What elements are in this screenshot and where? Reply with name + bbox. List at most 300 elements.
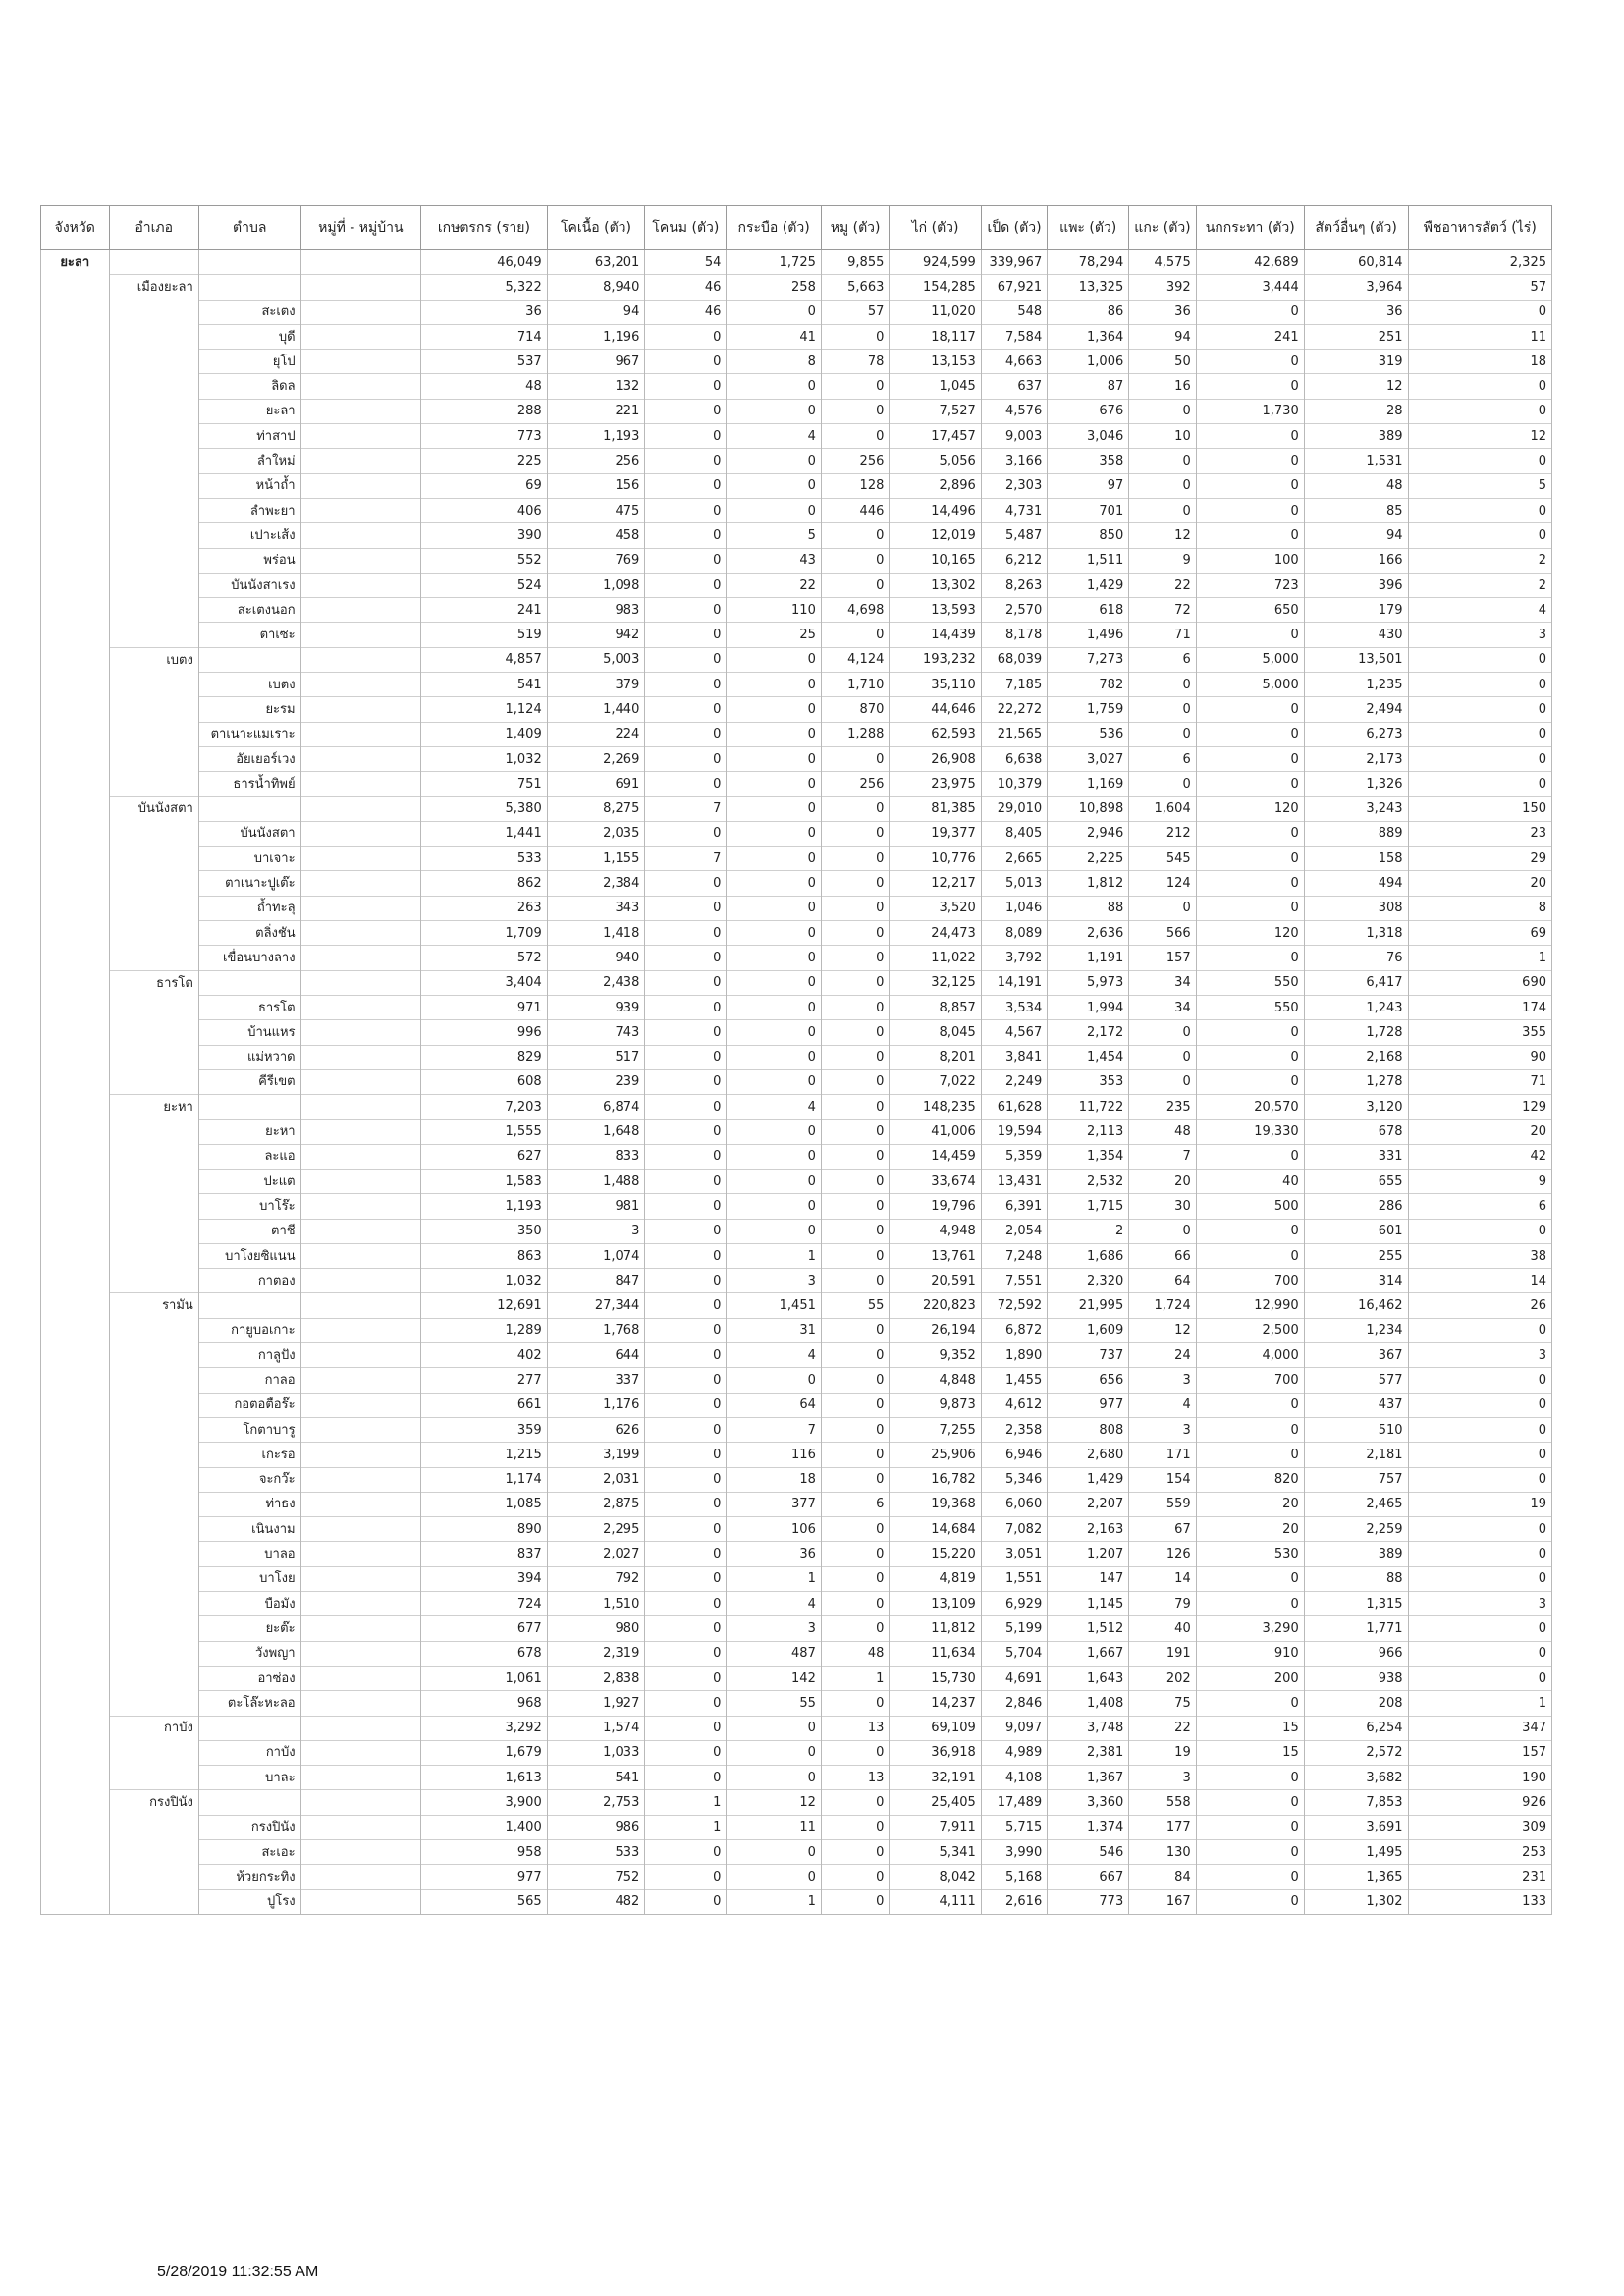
village-cell [300, 399, 420, 423]
value-cell: 6,638 [981, 746, 1047, 771]
subdistrict-cell: กอตอตือร๊ะ [198, 1393, 300, 1417]
value-cell: 3,243 [1304, 796, 1408, 821]
village-cell [300, 821, 420, 846]
value-cell: 3,166 [981, 449, 1047, 473]
value-cell: 0 [727, 300, 822, 324]
value-cell: 5,973 [1048, 970, 1129, 995]
value-cell: 1,006 [1048, 350, 1129, 374]
value-cell: 277 [421, 1368, 548, 1393]
value-cell: 157 [1129, 946, 1196, 970]
district-cell [109, 1641, 198, 1666]
value-cell: 1,074 [547, 1243, 645, 1268]
value-cell: 128 [821, 473, 890, 498]
value-cell: 0 [727, 871, 822, 896]
subdistrict-row [41, 1641, 1552, 1666]
value-cell: 482 [547, 1889, 645, 1914]
value-cell: 6,946 [981, 1443, 1047, 1467]
province-cell [41, 1318, 110, 1342]
subdistrict-row [41, 896, 1552, 920]
value-cell: 2,181 [1304, 1443, 1408, 1467]
subdistrict-row [41, 1417, 1552, 1442]
province-cell [41, 647, 110, 672]
value-cell: 971 [421, 995, 548, 1019]
value-cell: 0 [821, 1740, 890, 1765]
subdistrict-row [41, 673, 1552, 697]
value-cell: 0 [727, 970, 822, 995]
district-cell [109, 498, 198, 522]
value-cell: 1,302 [1304, 1889, 1408, 1914]
value-cell: 17,489 [981, 1790, 1047, 1815]
value-cell: 0 [1196, 1417, 1304, 1442]
value-cell: 29 [1408, 847, 1551, 871]
district-cell [109, 1120, 198, 1144]
district-cell [109, 1443, 198, 1467]
district-cell [109, 374, 198, 399]
value-cell: 46,049 [421, 250, 548, 275]
value-cell: 25,906 [890, 1443, 981, 1467]
district-cell [109, 1169, 198, 1193]
value-cell: 0 [821, 1343, 890, 1368]
district-cell [109, 1766, 198, 1790]
value-cell: 19,330 [1196, 1120, 1304, 1144]
value-cell: 48 [1304, 473, 1408, 498]
value-cell: 12,019 [890, 523, 981, 548]
value-cell: 1,278 [1304, 1069, 1408, 1094]
value-cell: 2,358 [981, 1417, 1047, 1442]
value-cell: 0 [727, 796, 822, 821]
value-cell: 0 [727, 1219, 822, 1243]
value-cell: 5,704 [981, 1641, 1047, 1666]
value-cell: 4 [727, 424, 822, 449]
value-cell: 5,380 [421, 796, 548, 821]
value-cell: 253 [1408, 1840, 1551, 1865]
value-cell: 6,417 [1304, 970, 1408, 995]
value-cell: 256 [547, 449, 645, 473]
value-cell: 2,896 [890, 473, 981, 498]
value-cell: 0 [645, 1069, 727, 1094]
value-cell: 517 [547, 1045, 645, 1069]
subdistrict-row [41, 1666, 1552, 1690]
value-cell: 7,911 [890, 1815, 981, 1839]
value-cell: 0 [1129, 473, 1196, 498]
value-cell: 148,235 [890, 1095, 981, 1120]
village-cell [300, 1194, 420, 1219]
value-cell: 430 [1304, 623, 1408, 647]
value-cell: 12,217 [890, 871, 981, 896]
value-cell: 0 [645, 1889, 727, 1914]
subdistrict-cell [198, 647, 300, 672]
value-cell: 773 [421, 424, 548, 449]
value-cell: 13,109 [890, 1592, 981, 1616]
value-cell: 2,207 [1048, 1492, 1129, 1516]
district-cell [109, 995, 198, 1019]
value-cell: 0 [821, 1368, 890, 1393]
value-cell: 968 [421, 1691, 548, 1716]
value-cell: 6,391 [981, 1194, 1047, 1219]
value-cell: 29,010 [981, 796, 1047, 821]
value-cell: 2,616 [981, 1889, 1047, 1914]
province-cell [41, 1417, 110, 1442]
value-cell: 0 [645, 1542, 727, 1566]
value-cell: 751 [421, 772, 548, 796]
subdistrict-row [41, 1045, 1552, 1069]
value-cell: 6,254 [1304, 1716, 1408, 1740]
value-cell: 0 [1196, 1443, 1304, 1467]
value-cell: 1,574 [547, 1716, 645, 1740]
district-cell: เมืองยะลา [109, 275, 198, 300]
value-cell: 0 [821, 1417, 890, 1442]
value-cell: 1,510 [547, 1592, 645, 1616]
province-cell [41, 1889, 110, 1914]
value-cell: 0 [645, 523, 727, 548]
village-cell [300, 921, 420, 946]
province-cell [41, 1542, 110, 1566]
value-cell: 9 [1408, 1169, 1551, 1193]
value-cell: 55 [727, 1691, 822, 1716]
value-cell: 75 [1129, 1691, 1196, 1716]
value-cell: 939 [547, 995, 645, 1019]
value-cell: 12,990 [1196, 1293, 1304, 1318]
column-header: นกกระทา (ตัว) [1196, 206, 1304, 250]
province-cell [41, 796, 110, 821]
value-cell: 0 [1196, 1766, 1304, 1790]
value-cell: 0 [1129, 399, 1196, 423]
subdistrict-cell: ถ้ำทะลุ [198, 896, 300, 920]
province-cell [41, 697, 110, 722]
value-cell: 20 [1196, 1492, 1304, 1516]
value-cell: 19 [1408, 1492, 1551, 1516]
value-cell: 0 [645, 350, 727, 374]
value-cell: 11,812 [890, 1616, 981, 1641]
value-cell: 106 [727, 1517, 822, 1542]
province-cell [41, 1169, 110, 1193]
village-cell [300, 473, 420, 498]
value-cell: 406 [421, 498, 548, 522]
value-cell: 339,967 [981, 250, 1047, 275]
value-cell: 1,927 [547, 1691, 645, 1716]
subdistrict-row [41, 1343, 1552, 1368]
value-cell: 4,612 [981, 1393, 1047, 1417]
value-cell: 1 [727, 1566, 822, 1591]
value-cell: 57 [821, 300, 890, 324]
subdistrict-cell: เบตง [198, 673, 300, 697]
value-cell: 618 [1048, 598, 1129, 623]
province-cell [41, 1790, 110, 1815]
value-cell: 1,374 [1048, 1815, 1129, 1839]
value-cell: 1,555 [421, 1120, 548, 1144]
value-cell: 94 [547, 300, 645, 324]
value-cell: 85 [1304, 498, 1408, 522]
value-cell: 2,320 [1048, 1269, 1129, 1293]
subdistrict-cell: เขื่อนบางลาง [198, 946, 300, 970]
province-cell [41, 821, 110, 846]
value-cell: 0 [821, 1889, 890, 1914]
value-cell: 389 [1304, 1542, 1408, 1566]
value-cell: 1,061 [421, 1666, 548, 1690]
value-cell: 4,124 [821, 647, 890, 672]
value-cell: 78 [821, 350, 890, 374]
value-cell: 14,459 [890, 1144, 981, 1169]
district-cell [109, 697, 198, 722]
value-cell: 78,294 [1048, 250, 1129, 275]
value-cell: 847 [547, 1269, 645, 1293]
value-cell: 2,438 [547, 970, 645, 995]
value-cell: 256 [821, 449, 890, 473]
village-cell [300, 1219, 420, 1243]
value-cell: 76 [1304, 946, 1408, 970]
value-cell: 559 [1129, 1492, 1196, 1516]
value-cell: 22 [727, 573, 822, 597]
value-cell: 286 [1304, 1194, 1408, 1219]
value-cell: 1,454 [1048, 1045, 1129, 1069]
village-cell [300, 1865, 420, 1889]
subdistrict-cell: ห้วยกระทิง [198, 1865, 300, 1889]
value-cell: 10,165 [890, 548, 981, 573]
value-cell: 48 [1129, 1120, 1196, 1144]
subdistrict-cell: ท่าธง [198, 1492, 300, 1516]
subdistrict-cell: ตาชี [198, 1219, 300, 1243]
value-cell: 2,665 [981, 847, 1047, 871]
value-cell: 676 [1048, 399, 1129, 423]
value-cell: 572 [421, 946, 548, 970]
value-cell: 3 [1129, 1368, 1196, 1393]
value-cell: 0 [645, 697, 727, 722]
value-cell: 983 [547, 598, 645, 623]
value-cell: 87 [1048, 374, 1129, 399]
value-cell: 12 [1304, 374, 1408, 399]
value-cell: 0 [1129, 697, 1196, 722]
value-cell: 0 [821, 1840, 890, 1865]
value-cell: 6 [1408, 1194, 1551, 1219]
village-cell [300, 1020, 420, 1045]
value-cell: 1,045 [890, 374, 981, 399]
value-cell: 0 [1408, 1318, 1551, 1342]
value-cell: 0 [1129, 449, 1196, 473]
value-cell: 4 [727, 1095, 822, 1120]
value-cell: 18 [727, 1467, 822, 1492]
subdistrict-row [41, 946, 1552, 970]
subdistrict-cell [198, 1293, 300, 1318]
province-cell [41, 1293, 110, 1318]
subdistrict-cell: เปาะเส้ง [198, 523, 300, 548]
value-cell: 0 [1408, 1467, 1551, 1492]
value-cell: 1,759 [1048, 697, 1129, 722]
value-cell: 1,679 [421, 1740, 548, 1765]
value-cell: 0 [645, 374, 727, 399]
value-cell: 0 [645, 573, 727, 597]
value-cell: 0 [1129, 1045, 1196, 1069]
value-cell: 0 [727, 847, 822, 871]
subdistrict-cell: กรงปินัง [198, 1815, 300, 1839]
value-cell: 0 [645, 1269, 727, 1293]
value-cell: 14,496 [890, 498, 981, 522]
province-cell [41, 1243, 110, 1268]
column-header: เกษตรกร (ราย) [421, 206, 548, 250]
value-cell: 2,680 [1048, 1443, 1129, 1467]
value-cell: 0 [727, 473, 822, 498]
district-cell [109, 673, 198, 697]
value-cell: 0 [1196, 896, 1304, 920]
value-cell: 67 [1129, 1517, 1196, 1542]
value-cell: 2,303 [981, 473, 1047, 498]
value-cell: 130 [1129, 1840, 1196, 1865]
village-cell [300, 598, 420, 623]
value-cell: 0 [821, 623, 890, 647]
value-cell: 6,060 [981, 1492, 1047, 1516]
value-cell: 0 [821, 796, 890, 821]
value-cell: 1,124 [421, 697, 548, 722]
subdistrict-cell: ยะต๊ะ [198, 1616, 300, 1641]
value-cell: 966 [1304, 1641, 1408, 1666]
value-cell: 678 [421, 1641, 548, 1666]
value-cell: 1,715 [1048, 1194, 1129, 1219]
value-cell: 32,125 [890, 970, 981, 995]
value-cell: 2,168 [1304, 1045, 1408, 1069]
subdistrict-row [41, 1368, 1552, 1393]
subdistrict-row [41, 1740, 1552, 1765]
value-cell: 0 [1408, 1443, 1551, 1467]
village-cell [300, 1790, 420, 1815]
value-cell: 0 [821, 1865, 890, 1889]
value-cell: 500 [1196, 1194, 1304, 1219]
subdistrict-row [41, 746, 1552, 771]
value-cell: 924,599 [890, 250, 981, 275]
value-cell: 8,940 [547, 275, 645, 300]
village-cell [300, 1417, 420, 1442]
value-cell: 13,501 [1304, 647, 1408, 672]
value-cell: 309 [1408, 1815, 1551, 1839]
value-cell: 12 [1129, 523, 1196, 548]
value-cell: 60,814 [1304, 250, 1408, 275]
province-cell [41, 324, 110, 349]
value-cell: 1,511 [1048, 548, 1129, 573]
value-cell: 20,570 [1196, 1095, 1304, 1120]
value-cell: 4,948 [890, 1219, 981, 1243]
subdistrict-cell: ตาเนาะปูเต๊ะ [198, 871, 300, 896]
value-cell: 0 [727, 1716, 822, 1740]
subdistrict-row [41, 697, 1552, 722]
value-cell: 0 [1196, 1144, 1304, 1169]
value-cell: 35,110 [890, 673, 981, 697]
district-cell [109, 598, 198, 623]
value-cell: 1,169 [1048, 772, 1129, 796]
value-cell: 3,120 [1304, 1095, 1408, 1120]
subdistrict-cell [198, 1716, 300, 1740]
value-cell: 7,185 [981, 673, 1047, 697]
value-cell: 1,440 [547, 697, 645, 722]
value-cell: 1 [1408, 1691, 1551, 1716]
value-cell: 4,576 [981, 399, 1047, 423]
village-cell [300, 673, 420, 697]
value-cell: 533 [421, 847, 548, 871]
district-cell [109, 847, 198, 871]
value-cell: 1,512 [1048, 1616, 1129, 1641]
value-cell: 171 [1129, 1443, 1196, 1467]
value-cell: 494 [1304, 871, 1408, 896]
value-cell: 0 [821, 1144, 890, 1169]
print-timestamp: 5/28/2019 11:32:55 AM [157, 2264, 319, 2280]
value-cell: 723 [1196, 573, 1304, 597]
value-cell: 71 [1408, 1069, 1551, 1094]
value-cell: 21,565 [981, 722, 1047, 746]
subdistrict-cell [198, 1790, 300, 1815]
district-cell [109, 746, 198, 771]
province-cell [41, 350, 110, 374]
subdistrict-cell: บาเจาะ [198, 847, 300, 871]
value-cell: 3,292 [421, 1716, 548, 1740]
district-row [41, 647, 1552, 672]
value-cell: 255 [1304, 1243, 1408, 1268]
subdistrict-cell: สะเอะ [198, 1840, 300, 1865]
subdistrict-cell: อัยเยอร์เวง [198, 746, 300, 771]
district-cell [109, 871, 198, 896]
value-cell: 2 [1408, 548, 1551, 573]
district-cell [109, 921, 198, 946]
value-cell: 837 [421, 1542, 548, 1566]
value-cell: 157 [1408, 1740, 1551, 1765]
value-cell: 0 [821, 1318, 890, 1342]
subdistrict-row [41, 1318, 1552, 1342]
value-cell: 910 [1196, 1641, 1304, 1666]
value-cell: 550 [1196, 970, 1304, 995]
value-cell: 24,473 [890, 921, 981, 946]
column-header: แพะ (ตัว) [1048, 206, 1129, 250]
village-cell [300, 1368, 420, 1393]
value-cell: 1,429 [1048, 1467, 1129, 1492]
value-cell: 0 [821, 523, 890, 548]
value-cell: 850 [1048, 523, 1129, 548]
subdistrict-row [41, 1020, 1552, 1045]
subdistrict-cell: เนินงาม [198, 1517, 300, 1542]
value-cell: 25,405 [890, 1790, 981, 1815]
value-cell: 20 [1129, 1169, 1196, 1193]
value-cell: 2,946 [1048, 821, 1129, 846]
value-cell: 9,097 [981, 1716, 1047, 1740]
value-cell: 0 [821, 1069, 890, 1094]
value-cell: 1,318 [1304, 921, 1408, 946]
subdistrict-cell: พร่อน [198, 548, 300, 573]
table-body [41, 250, 1552, 1915]
province-cell [41, 772, 110, 796]
value-cell: 90 [1408, 1045, 1551, 1069]
subdistrict-cell: เกะรอ [198, 1443, 300, 1467]
value-cell: 8,201 [890, 1045, 981, 1069]
village-cell [300, 498, 420, 522]
value-cell: 996 [421, 1020, 548, 1045]
value-cell: 15 [1196, 1740, 1304, 1765]
value-cell: 61,628 [981, 1095, 1047, 1120]
value-cell: 0 [1196, 1815, 1304, 1839]
value-cell: 3,199 [547, 1443, 645, 1467]
province-cell [41, 1269, 110, 1293]
value-cell: 64 [727, 1393, 822, 1417]
subdistrict-row [41, 1592, 1552, 1616]
value-cell: 1,196 [547, 324, 645, 349]
village-cell [300, 1566, 420, 1591]
value-cell: 2,381 [1048, 1740, 1129, 1765]
subdistrict-row [41, 1517, 1552, 1542]
value-cell: 7 [645, 796, 727, 821]
value-cell: 3 [547, 1219, 645, 1243]
value-cell: 1,409 [421, 722, 548, 746]
value-cell: 1,365 [1304, 1865, 1408, 1889]
value-cell: 0 [1129, 1069, 1196, 1094]
village-cell [300, 1840, 420, 1865]
value-cell: 7,255 [890, 1417, 981, 1442]
subdistrict-cell: ธารโต [198, 995, 300, 1019]
subdistrict-cell: บาละ [198, 1766, 300, 1790]
value-cell: 231 [1408, 1865, 1551, 1889]
